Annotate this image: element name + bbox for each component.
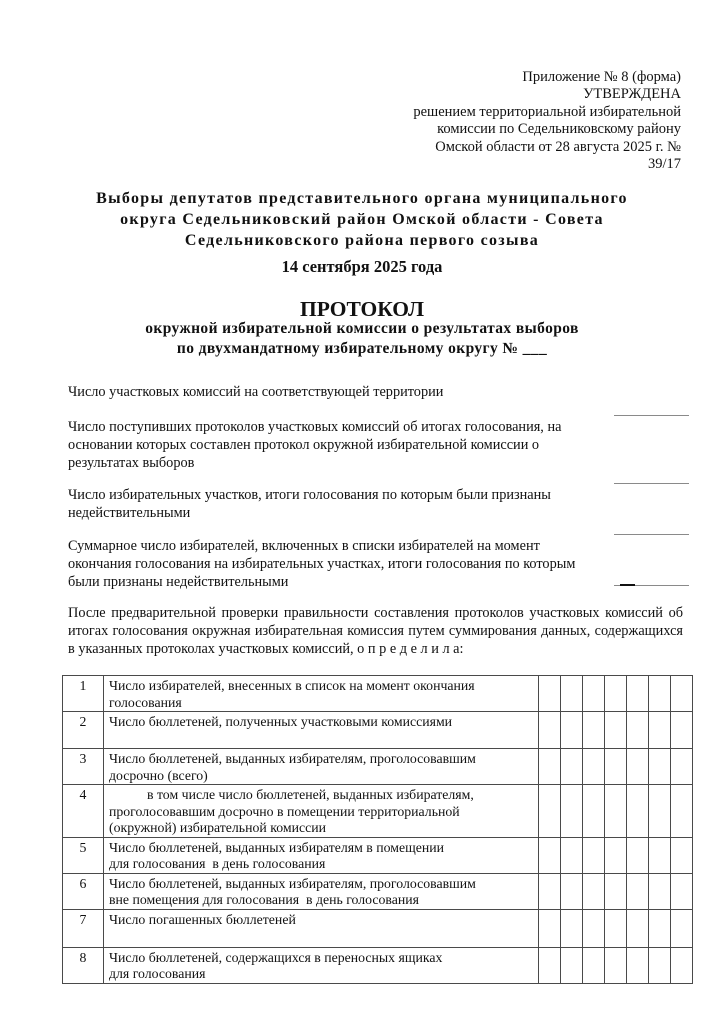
table-row <box>63 712 693 749</box>
results-table <box>62 675 693 984</box>
digit-cell[interactable] <box>627 909 649 947</box>
row-number: 2 <box>63 712 104 749</box>
digit-cell[interactable] <box>561 676 583 712</box>
protocol-title: ПРОТОКОЛ <box>300 297 424 321</box>
digit-cell[interactable] <box>539 837 561 873</box>
digit-cell[interactable] <box>627 712 649 749</box>
field-invalid-precincts-input[interactable] <box>614 534 689 535</box>
row-label-line: Число бюллетеней, полученных участковыми комиссиями <box>109 714 453 729</box>
digit-cell[interactable] <box>649 785 671 838</box>
digit-cell[interactable] <box>539 947 561 983</box>
election-title-line: Седельниковского района первого созыва <box>184 232 540 249</box>
digit-cell[interactable] <box>561 909 583 947</box>
election-title-line: округа Седельниковский район Омской области - Совета <box>120 211 604 228</box>
election-title-line: Выборы депутатов представительного органа муниципального <box>96 190 628 207</box>
approval-line: комиссии по Седельниковскому району <box>437 121 681 138</box>
field-invalid-voters-mark <box>620 584 635 586</box>
row-label-line: Число избирателей, внесенных в список на момент окончания <box>109 678 475 693</box>
digit-cell[interactable] <box>649 873 671 909</box>
approval-line: 39/17 <box>647 156 681 173</box>
row-label <box>104 712 539 749</box>
digit-cell[interactable] <box>539 712 561 749</box>
row-label-line: для голосования в день голосования <box>109 856 326 871</box>
approval-line: решением территориальной избирательной <box>413 103 681 120</box>
protocol-subtitle-line: окружной избирательной комиссии о результатах выборов <box>145 320 579 337</box>
digit-cell[interactable] <box>539 785 561 838</box>
digit-cell[interactable] <box>561 947 583 983</box>
digit-cell[interactable] <box>649 712 671 749</box>
approval-line: УТВЕРЖДЕНА <box>583 86 681 103</box>
field-precinct-commissions-label: Число участковых комиссий на соответствующей территории <box>68 384 444 400</box>
digit-cell[interactable] <box>671 785 693 838</box>
digit-cell[interactable] <box>583 873 605 909</box>
digit-cell[interactable] <box>605 749 627 785</box>
row-label-line: Число бюллетеней, содержащихся в переносных ящиках <box>109 949 443 965</box>
row-number: 7 <box>63 909 104 947</box>
digit-cell[interactable] <box>671 676 693 712</box>
digit-cell[interactable] <box>539 909 561 947</box>
row-number: 3 <box>63 749 104 785</box>
digit-cell[interactable] <box>561 837 583 873</box>
row-label <box>104 676 539 712</box>
digit-cell[interactable] <box>649 749 671 785</box>
digit-cell[interactable] <box>583 749 605 785</box>
digit-cell[interactable] <box>627 947 649 983</box>
digit-cell[interactable] <box>583 909 605 947</box>
row-label-line: Число погашенных бюллетеней <box>109 911 296 927</box>
digit-cell[interactable] <box>671 712 693 749</box>
digit-cell[interactable] <box>649 947 671 983</box>
row-label-line: (окружной) избирательной комиссии <box>109 820 326 835</box>
approval-line: Омской области от 28 августа 2025 г. № <box>435 138 681 155</box>
row-label-line: Число бюллетеней, выданных избирателям, проголосовавшим <box>109 875 476 891</box>
digit-cell[interactable] <box>671 947 693 983</box>
election-date: 14 сентября 2025 года <box>281 257 443 276</box>
row-label-line: для голосования <box>109 966 206 981</box>
row-number: 1 <box>63 676 104 712</box>
digit-cell[interactable] <box>605 785 627 838</box>
row-number: 5 <box>63 837 104 873</box>
digit-cell[interactable] <box>605 712 627 749</box>
row-label <box>104 749 539 785</box>
table-row <box>63 873 693 909</box>
digit-cell[interactable] <box>671 749 693 785</box>
row-label <box>104 909 539 947</box>
digit-cell[interactable] <box>671 909 693 947</box>
table-row <box>63 676 693 712</box>
row-label-line: Число бюллетеней, выданных избирателям, проголосовавшим <box>109 751 476 766</box>
field-invalid-voters-label: Суммарное число избирателей, включенных в списки избирателей на момент окончания голосования на избирательных участках, итоги голосования по которым были признаны недействительными <box>68 538 576 590</box>
digit-cell[interactable] <box>539 749 561 785</box>
digit-cell[interactable] <box>649 837 671 873</box>
digit-cell[interactable] <box>627 785 649 838</box>
digit-cell[interactable] <box>583 712 605 749</box>
digit-cell[interactable] <box>561 712 583 749</box>
digit-cell[interactable] <box>561 749 583 785</box>
digit-cell[interactable] <box>627 676 649 712</box>
digit-cell[interactable] <box>627 749 649 785</box>
table-row <box>63 837 693 873</box>
digit-cell[interactable] <box>605 676 627 712</box>
intro-paragraph: После предварительной проверки правильности составления протоколов участковых комиссий об итогах голосования окружная избирательная комиссия путем суммирования данных, содержащихся в указанных протоколах участковых комиссий, о п р е д е л и л а: <box>68 605 683 657</box>
digit-cell[interactable] <box>539 873 561 909</box>
row-label <box>104 785 539 838</box>
field-invalid-precincts-label: Число избирательных участков, итоги голосования по которым были признаны недействительными <box>68 487 551 521</box>
row-label <box>104 947 539 983</box>
digit-cell[interactable] <box>605 873 627 909</box>
digit-cell[interactable] <box>671 873 693 909</box>
digit-cell[interactable] <box>649 676 671 712</box>
row-label-line: досрочно (всего) <box>109 767 208 783</box>
digit-cell[interactable] <box>627 837 649 873</box>
digit-cell[interactable] <box>605 909 627 947</box>
row-number: 4 <box>63 785 104 838</box>
digit-cell[interactable] <box>583 947 605 983</box>
protocol-subtitle <box>60 319 664 359</box>
digit-cell[interactable] <box>605 837 627 873</box>
field-received-protocols-input[interactable] <box>614 483 689 484</box>
row-label-line: проголосовавшим досрочно в помещении территориальной <box>109 803 460 819</box>
digit-cell[interactable] <box>561 873 583 909</box>
protocol-subtitle-line: по двухмандатному избирательному округу № ___ <box>176 340 548 357</box>
digit-cell[interactable] <box>583 676 605 712</box>
row-number: 8 <box>63 947 104 983</box>
approval-stamp <box>413 69 681 173</box>
digit-cell[interactable] <box>649 909 671 947</box>
digit-cell[interactable] <box>583 837 605 873</box>
digit-cell[interactable] <box>605 947 627 983</box>
row-number: 6 <box>63 873 104 909</box>
row-label-line: Число бюллетеней, выданных избирателям в помещении <box>109 839 445 855</box>
row-label <box>104 873 539 909</box>
digit-cell[interactable] <box>627 873 649 909</box>
digit-cell[interactable] <box>539 676 561 712</box>
row-label-line: голосования <box>109 694 182 710</box>
field-received-protocols-label: Число поступивших протоколов участковых комиссий об итогах голосования, на основании которых составлен протокол окружной избирательной комиссии о результатах выборов <box>68 419 562 471</box>
digit-cell[interactable] <box>561 785 583 838</box>
table-row <box>63 947 693 983</box>
field-precinct-commissions-input[interactable] <box>614 415 689 416</box>
row-label-line: вне помещения для голосования в день голосования <box>109 892 419 907</box>
table-row <box>63 785 693 838</box>
digit-cell[interactable] <box>583 785 605 838</box>
table-row <box>63 909 693 947</box>
digit-cell[interactable] <box>671 837 693 873</box>
row-label-line: в том числе число бюллетеней, выданных избирателям, <box>147 787 474 802</box>
table-row <box>63 749 693 785</box>
election-title <box>60 188 664 251</box>
approval-line: Приложение № 8 (форма) <box>522 69 681 85</box>
row-label <box>104 837 539 873</box>
